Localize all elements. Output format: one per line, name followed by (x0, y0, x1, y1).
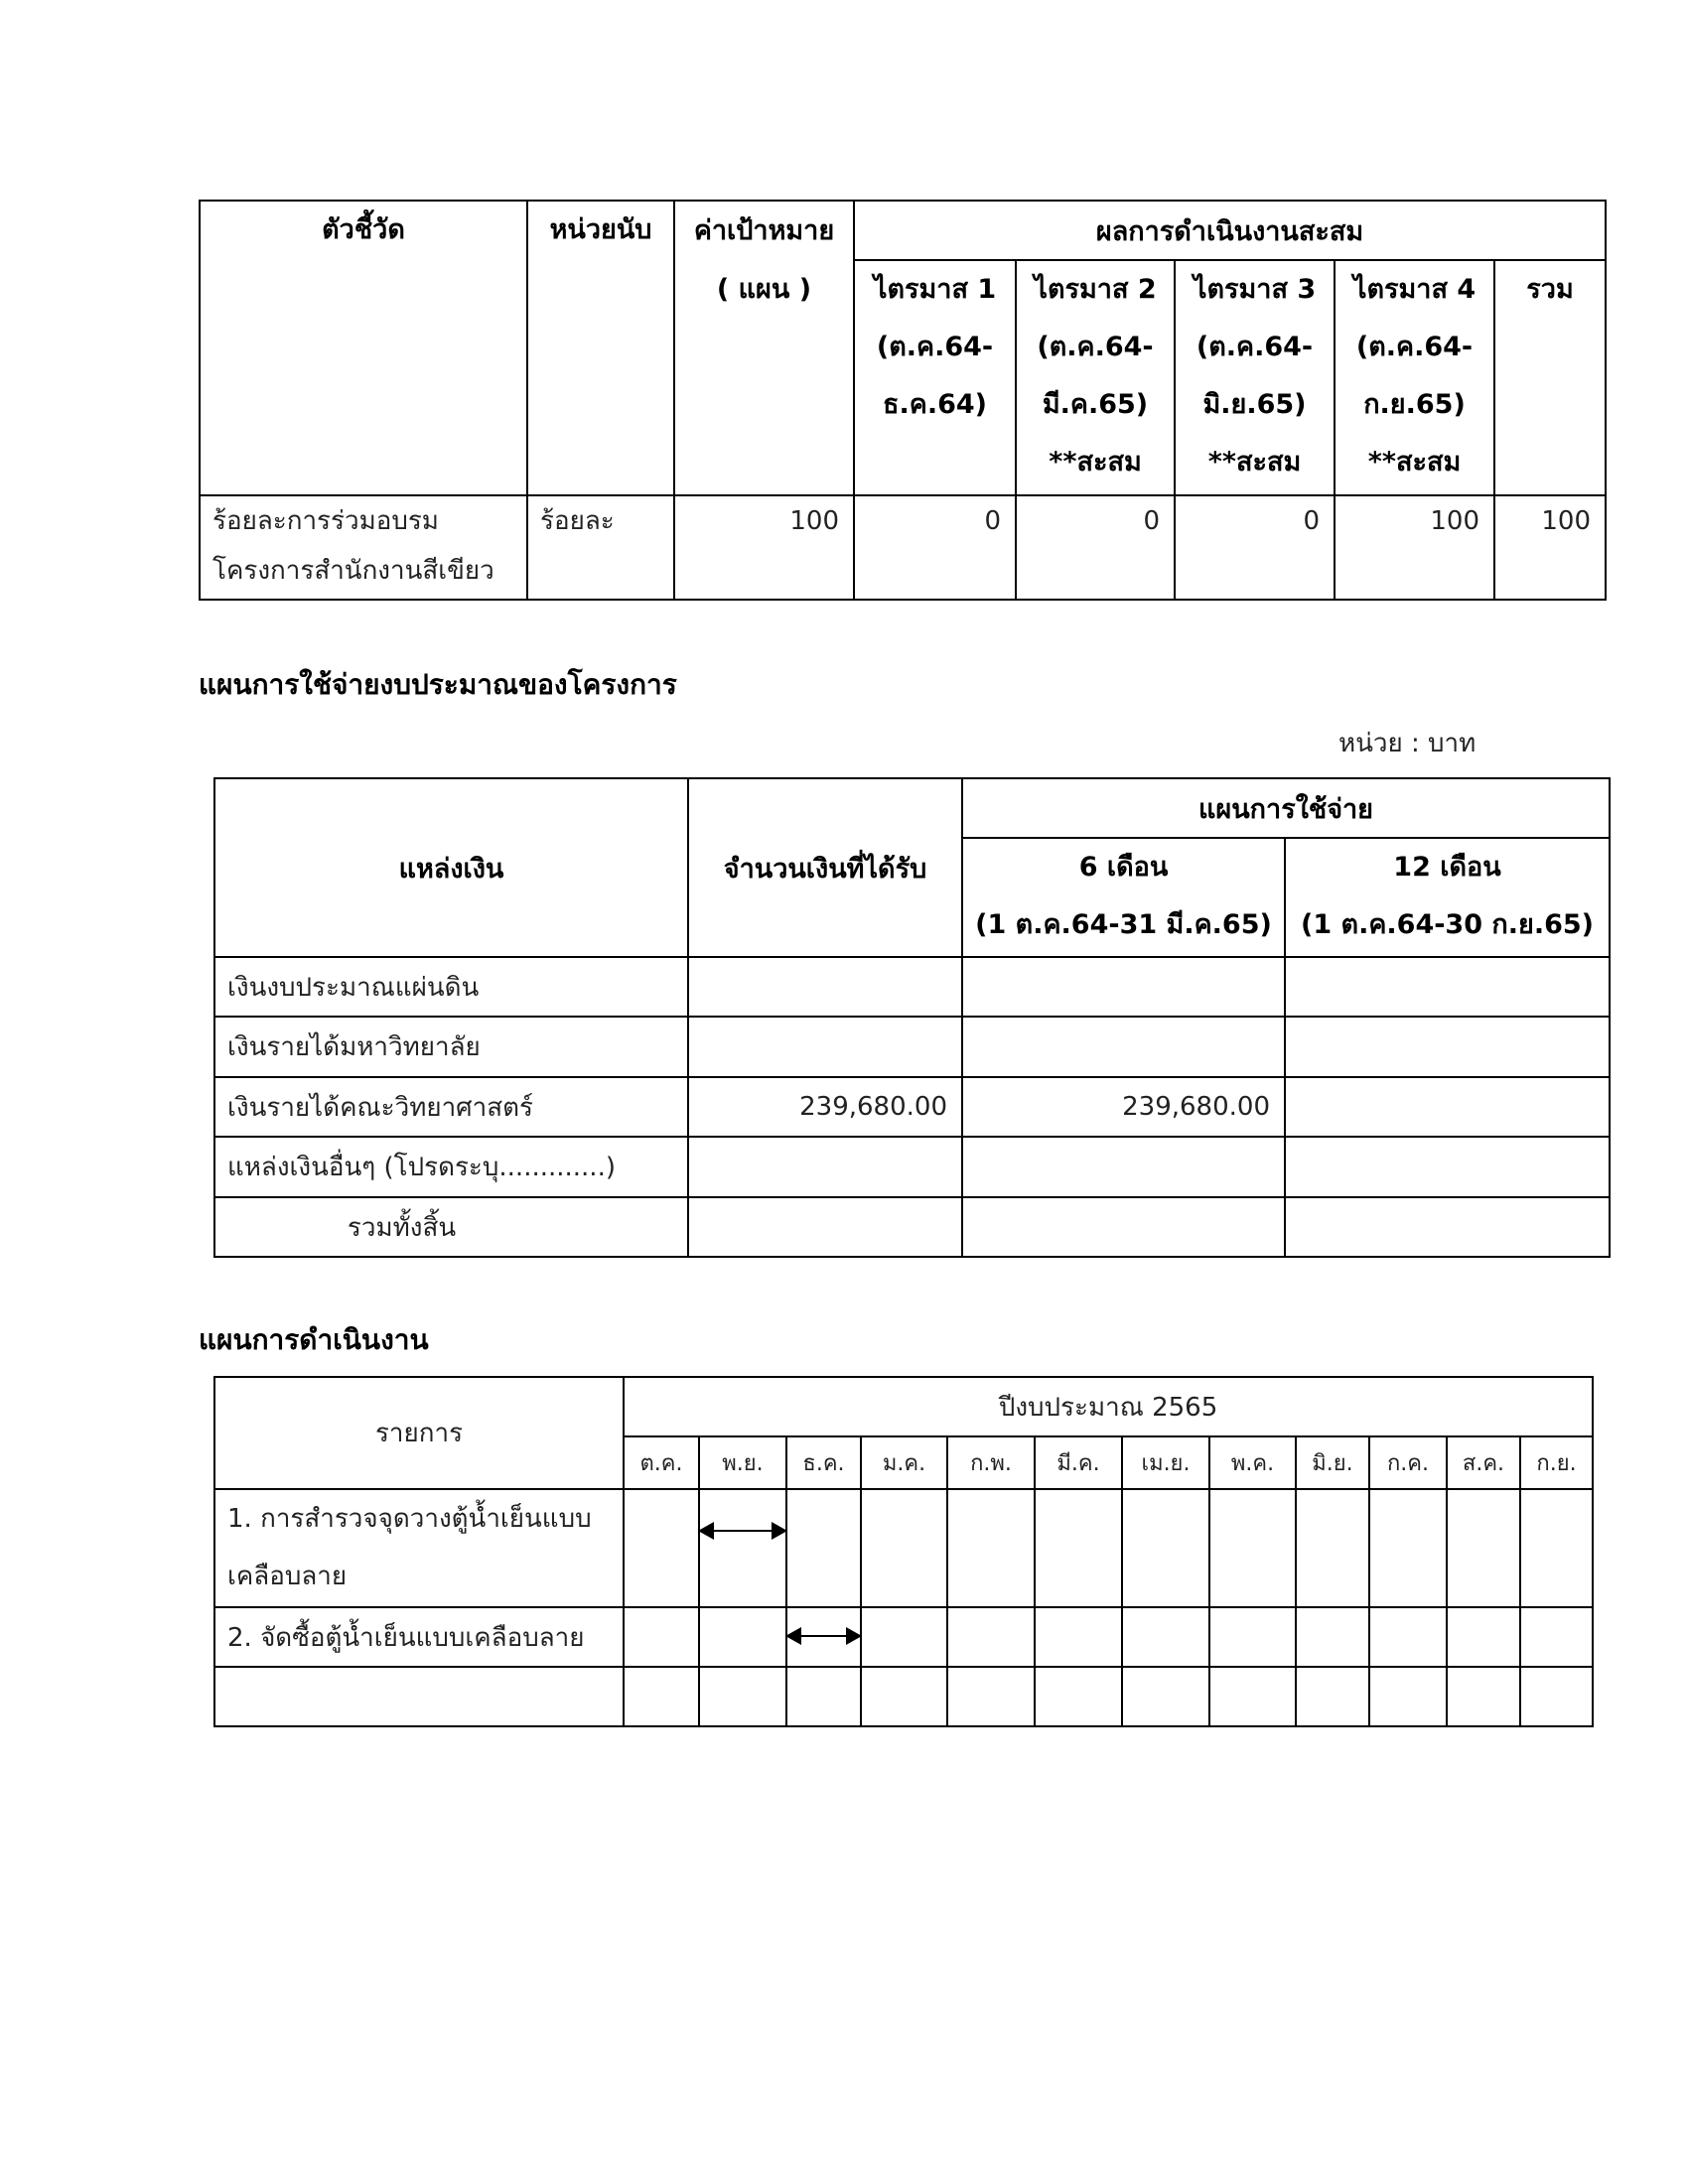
month-cell (1447, 1607, 1520, 1667)
schedule-item-cell: 1. การสำรวจจุดวางตู้น้ำเย็นแบบ เคลือบลาย (214, 1489, 624, 1607)
month-cell (1447, 1489, 1520, 1607)
month-cell (947, 1667, 1035, 1726)
month-cell (1520, 1667, 1593, 1726)
budget-table (213, 777, 1611, 1258)
month-cell (1035, 1667, 1122, 1726)
month-cell (1122, 1489, 1209, 1607)
month-header: ก.ย. (1520, 1436, 1593, 1489)
month-header: ธ.ค. (786, 1436, 861, 1489)
month-cell (699, 1667, 786, 1726)
month-cell (1035, 1489, 1122, 1607)
month-header: ต.ค. (624, 1436, 699, 1489)
month-cell (699, 1607, 786, 1667)
header-source: แหล่งเงิน (214, 778, 688, 957)
month-header: มิ.ย. (1296, 1436, 1369, 1489)
twelve-months-cell (1285, 1077, 1610, 1137)
six-months-cell (962, 1137, 1285, 1197)
q2-cell: 0 (1016, 495, 1175, 600)
source-cell: แหล่งเงินอื่นๆ (โปรดระบุ.............) (214, 1137, 688, 1197)
month-header: พ.ค. (1209, 1436, 1296, 1489)
month-cell (1296, 1489, 1369, 1607)
twelve-months-cell (1285, 1197, 1610, 1257)
source-cell: เงินรายได้คณะวิทยาศาสตร์ (214, 1077, 688, 1137)
indicators-table (199, 200, 1607, 601)
month-cell (1520, 1489, 1593, 1607)
received-cell (688, 1137, 962, 1197)
month-cell (786, 1607, 861, 1667)
q1-cell: 0 (854, 495, 1016, 600)
header-six-months: 6 เดือน (1 ต.ค.64-31 มี.ค.65) (962, 838, 1285, 957)
table-row (214, 1137, 1610, 1197)
schedule-item-cell: 2. จัดซื้อตู้น้ำเย็นแบบเคลือบลาย (214, 1607, 624, 1667)
twelve-months-cell (1285, 957, 1610, 1017)
month-cell (1122, 1607, 1209, 1667)
month-cell (947, 1489, 1035, 1607)
budget-section-title: แผนการใช้จ่ายงบประมาณของโครงการ (199, 668, 677, 701)
month-header: ส.ค. (1447, 1436, 1520, 1489)
month-cell (1209, 1489, 1296, 1607)
header-quarter-1: ไตรมาส 1 (ต.ค.64- ธ.ค.64) (854, 260, 1016, 495)
month-cell (861, 1607, 947, 1667)
schedule-item-cell (214, 1667, 624, 1726)
month-header: เม.ย. (1122, 1436, 1209, 1489)
month-header: มี.ค. (1035, 1436, 1122, 1489)
six-months-cell: 239,680.00 (962, 1077, 1285, 1137)
received-cell (688, 957, 962, 1017)
table-row (214, 957, 1610, 1017)
header-received: จำนวนเงินที่ได้รับ (688, 778, 962, 957)
month-cell (1447, 1667, 1520, 1726)
total-cell: 100 (1494, 495, 1606, 600)
source-cell: เงินงบประมาณแผ่นดิน (214, 957, 688, 1017)
month-cell (1296, 1667, 1369, 1726)
source-total-cell: รวมทั้งสิ้น (214, 1197, 688, 1257)
q4-cell: 100 (1335, 495, 1494, 600)
source-cell: เงินรายได้มหาวิทยาลัย (214, 1017, 688, 1077)
month-cell (1369, 1667, 1447, 1726)
q3-cell: 0 (1175, 495, 1335, 600)
header-total: รวม (1494, 260, 1606, 495)
header-indicator: ตัวชี้วัด (200, 201, 527, 495)
table-row (214, 1607, 1593, 1667)
month-cell (1035, 1607, 1122, 1667)
unit-cell: ร้อยละ (527, 495, 674, 600)
received-cell: 239,680.00 (688, 1077, 962, 1137)
received-cell (688, 1197, 962, 1257)
month-cell (861, 1667, 947, 1726)
month-cell (1296, 1607, 1369, 1667)
month-cell (786, 1489, 861, 1607)
twelve-months-cell (1285, 1137, 1610, 1197)
month-cell (786, 1667, 861, 1726)
month-cell (861, 1489, 947, 1607)
month-header: พ.ย. (699, 1436, 786, 1489)
month-cell (947, 1607, 1035, 1667)
month-cell (699, 1489, 786, 1607)
schedule-table (213, 1376, 1594, 1727)
month-cell (1209, 1607, 1296, 1667)
header-quarter-4: ไตรมาส 4 (ต.ค.64- ก.ย.65) **สะสม (1335, 260, 1494, 495)
table-row (214, 1667, 1593, 1726)
six-months-cell (962, 957, 1285, 1017)
month-cell (624, 1489, 699, 1607)
twelve-months-cell (1285, 1017, 1610, 1077)
received-cell (688, 1017, 962, 1077)
schedule-section-title: แผนการดำเนินงาน (199, 1323, 429, 1356)
header-quarter-3: ไตรมาส 3 (ต.ค.64- มิ.ย.65) **สะสม (1175, 260, 1335, 495)
table-row (214, 1489, 1593, 1607)
header-target: ค่าเป้าหมาย ( แผน ) (674, 201, 854, 495)
header-twelve-months: 12 เดือน (1 ต.ค.64-30 ก.ย.65) (1285, 838, 1610, 957)
month-cell (1209, 1667, 1296, 1726)
table-row (200, 495, 1606, 600)
header-item: รายการ (214, 1377, 624, 1489)
month-header: ม.ค. (861, 1436, 947, 1489)
table-row (214, 1017, 1610, 1077)
budget-unit-note: หน่วย : บาท (1338, 729, 1477, 758)
header-fiscal-year: ปีงบประมาณ 2565 (624, 1377, 1593, 1436)
six-months-cell (962, 1017, 1285, 1077)
timeline-arrow-icon (700, 1530, 785, 1532)
month-cell (1369, 1607, 1447, 1667)
month-cell (1122, 1667, 1209, 1726)
header-plan-group: แผนการใช้จ่าย (962, 778, 1610, 838)
month-cell (1369, 1489, 1447, 1607)
month-cell (624, 1667, 699, 1726)
target-cell: 100 (674, 495, 854, 600)
month-cell (1520, 1607, 1593, 1667)
header-results-group: ผลการดำเนินงานสะสม (854, 201, 1606, 260)
timeline-arrow-icon (787, 1635, 860, 1637)
month-header: ก.พ. (947, 1436, 1035, 1489)
table-row (214, 1077, 1610, 1137)
month-cell (624, 1607, 699, 1667)
six-months-cell (962, 1197, 1285, 1257)
header-unit: หน่วยนับ (527, 201, 674, 495)
header-quarter-2: ไตรมาส 2 (ต.ค.64- มี.ค.65) **สะสม (1016, 260, 1175, 495)
indicator-cell: ร้อยละการร่วมอบรม โครงการสำนักงานสีเขียว (200, 495, 527, 600)
month-header: ก.ค. (1369, 1436, 1447, 1489)
table-row-total (214, 1197, 1610, 1257)
